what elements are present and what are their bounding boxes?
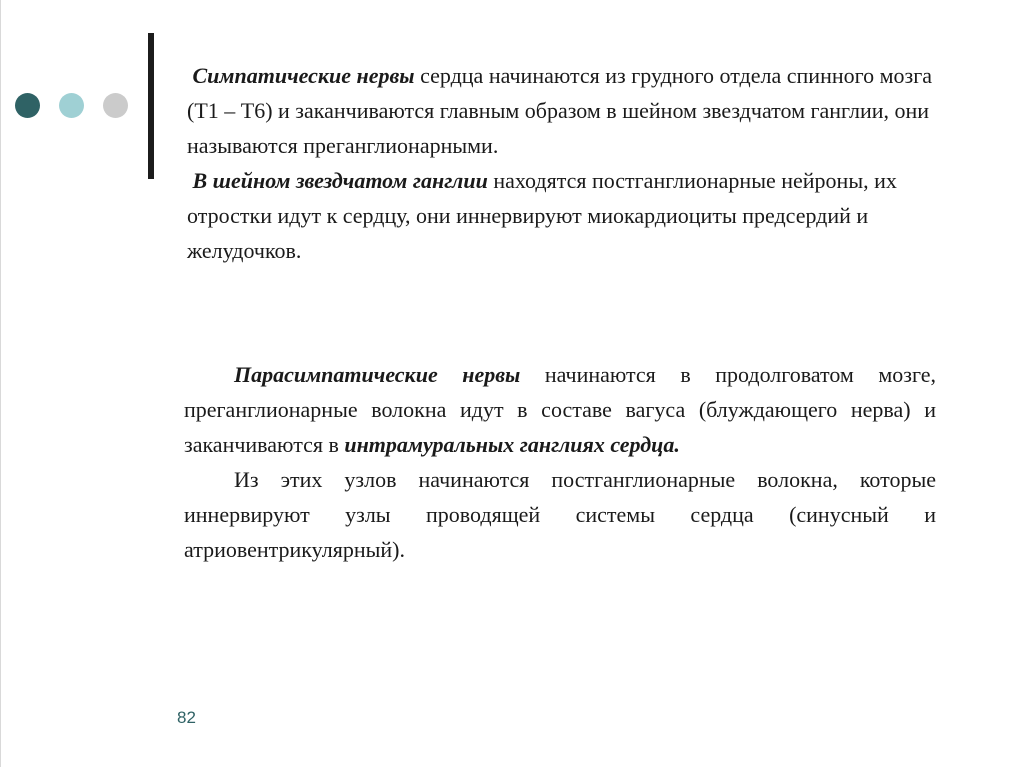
emphasis-sympathetic-nerves: Симпатические нервы [192,63,415,88]
paragraph-sympathetic-2 [187,163,957,268]
emphasis-stellate-ganglion: В шейном звездчатом ганглии [192,168,488,193]
page-number: 82 [177,708,196,727]
paragraph-parasympathetic-2: Из этих узлов начинаются постганглионарные волокна, которые иннервируют узлы проводящей системы сердца (синусный и атриовентрикулярный). [184,467,936,562]
parasympathetic-text-block [184,357,936,567]
decor-dot-light [59,93,84,118]
decor-dot-gray [103,93,128,118]
text-sympathetic-2: находятся постганглионарные нейроны, их отростки идут к сердцу, они иннервируют миокардиоциты предсердий и желудочков. [187,168,897,263]
sympathetic-text-block [187,58,957,268]
slide-left-border [0,0,1,767]
decor-dot-dark [15,93,40,118]
vertical-accent-bar [148,33,154,179]
paragraph-parasympathetic-1 [184,357,936,462]
text-sympathetic-1: сердца начинаются из грудного отдела спинного мозга (Т1 – Т6) и заканчиваются главным образом в шейном звездчатом ганглии, они называются преганглионарными. [187,63,932,158]
emphasis-parasympathetic-nerves: Парасимпатические нервы [234,362,521,387]
emphasis-intramural-ganglia: интрамуральных ганглиях сердца. [344,432,680,457]
text-parasympathetic-1: начинаются в продолговатом мозге, преганглионарные волокна идут в составе вагуса (блуждающего нерва) и заканчиваются в [184,362,936,457]
paragraph-sympathetic-1 [187,58,957,163]
